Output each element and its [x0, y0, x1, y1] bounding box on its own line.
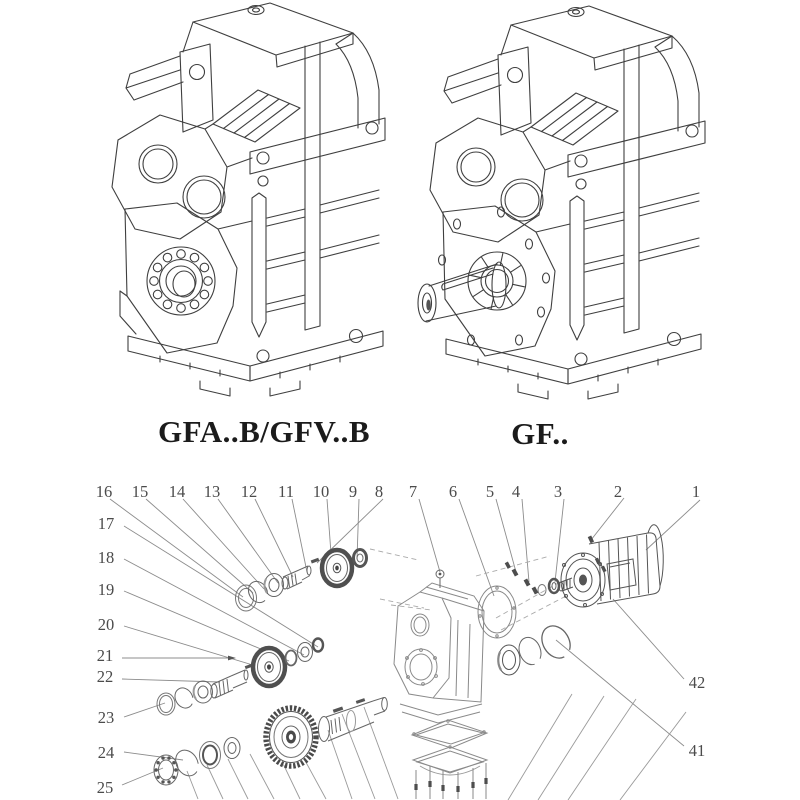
side-rails — [250, 42, 385, 330]
callout-20: 20 — [97, 614, 115, 634]
input-pinion-shaft — [282, 566, 311, 589]
oil-seal — [200, 742, 221, 769]
terminal-box — [607, 559, 636, 590]
input-shaft-parts — [236, 550, 367, 612]
motor-flange-parts — [478, 536, 607, 675]
key — [356, 698, 365, 704]
ball-bearing — [154, 755, 178, 785]
callout-25: 25 — [96, 777, 114, 797]
output-bearing-face — [120, 203, 237, 353]
cooling-fins — [531, 93, 618, 145]
callout-6: 6 — [448, 481, 458, 501]
callout-41: 41 — [688, 740, 706, 760]
leader-lines — [110, 498, 700, 785]
cooling-fins — [213, 90, 300, 142]
isometric-drawing-hollow-shaft-reducer — [100, 0, 400, 400]
model-label-left: GFA..B/GFV..B — [157, 414, 371, 449]
callout-13: 13 — [203, 481, 221, 501]
ball-bearing — [298, 643, 313, 662]
callout-5: 5 — [485, 481, 495, 501]
intermediate-shaft-parts — [157, 639, 323, 716]
output-flange-face — [439, 206, 556, 356]
callout-12: 12 — [240, 481, 258, 501]
reducer-roof — [501, 6, 672, 70]
intermediate-shaft — [211, 664, 253, 698]
snap-ring — [171, 746, 203, 780]
cover-gasket — [412, 720, 487, 748]
callout-24: 24 — [97, 742, 115, 762]
washer — [224, 738, 240, 759]
spacer-ring — [286, 651, 297, 666]
callout-14: 14 — [168, 481, 186, 501]
electric-motor — [559, 525, 663, 607]
washer — [354, 550, 367, 567]
callout-22: 22 — [96, 666, 114, 686]
callout-4: 4 — [511, 481, 521, 501]
output-shaft — [418, 262, 506, 322]
ball-bearing — [194, 681, 213, 703]
output-gear — [266, 708, 316, 766]
callout-19: 19 — [97, 579, 115, 599]
callout-8: 8 — [374, 481, 384, 501]
callout-42: 42 — [688, 672, 706, 692]
callout-16: 16 — [95, 481, 113, 501]
callout-17: 17 — [97, 513, 115, 533]
motor-body — [589, 525, 663, 604]
bottom-cover-parts — [412, 720, 488, 799]
center-column — [252, 176, 268, 337]
mounting-plate-with-hole — [444, 47, 531, 135]
ball-bearing — [498, 645, 520, 675]
foot-flange — [128, 330, 383, 397]
callout-2: 2 — [613, 481, 623, 501]
callout-3: 3 — [553, 481, 563, 501]
eye-bolt — [436, 570, 444, 588]
reducer-roof — [183, 3, 353, 67]
callout-11: 11 — [278, 481, 294, 501]
oil-seal — [236, 585, 257, 611]
output-shaft — [319, 698, 388, 742]
callout-23: 23 — [97, 707, 115, 727]
foot-flange — [446, 333, 701, 400]
cutoff-leader-lines — [187, 694, 686, 800]
oil-pan-cover — [413, 747, 487, 775]
input-face — [112, 115, 252, 239]
mounting-plate-with-hole — [126, 44, 213, 132]
callout-10: 10 — [312, 481, 330, 501]
arch-rib — [655, 36, 699, 131]
isometric-drawing-solid-shaft-reducer — [413, 0, 748, 400]
callout-1: 1 — [691, 481, 701, 501]
exploded-diagram-graphics — [80, 468, 740, 800]
callout-15: 15 — [131, 481, 149, 501]
side-rails — [568, 45, 705, 333]
exploded-parts-diagram — [80, 468, 740, 800]
oil-seal — [157, 693, 175, 715]
callout-21: 21 — [96, 645, 114, 665]
intermediate-gear — [253, 648, 285, 686]
snap-ring — [171, 685, 196, 712]
input-gear — [322, 550, 352, 586]
callout-18: 18 — [97, 547, 115, 567]
callout-7: 7 — [408, 481, 418, 501]
callout-9: 9 — [348, 481, 358, 501]
model-label-right: GF.. — [511, 416, 569, 451]
snap-ring — [536, 621, 576, 663]
center-column — [570, 179, 586, 340]
gearbox-housing — [394, 570, 484, 723]
input-face — [430, 118, 570, 242]
